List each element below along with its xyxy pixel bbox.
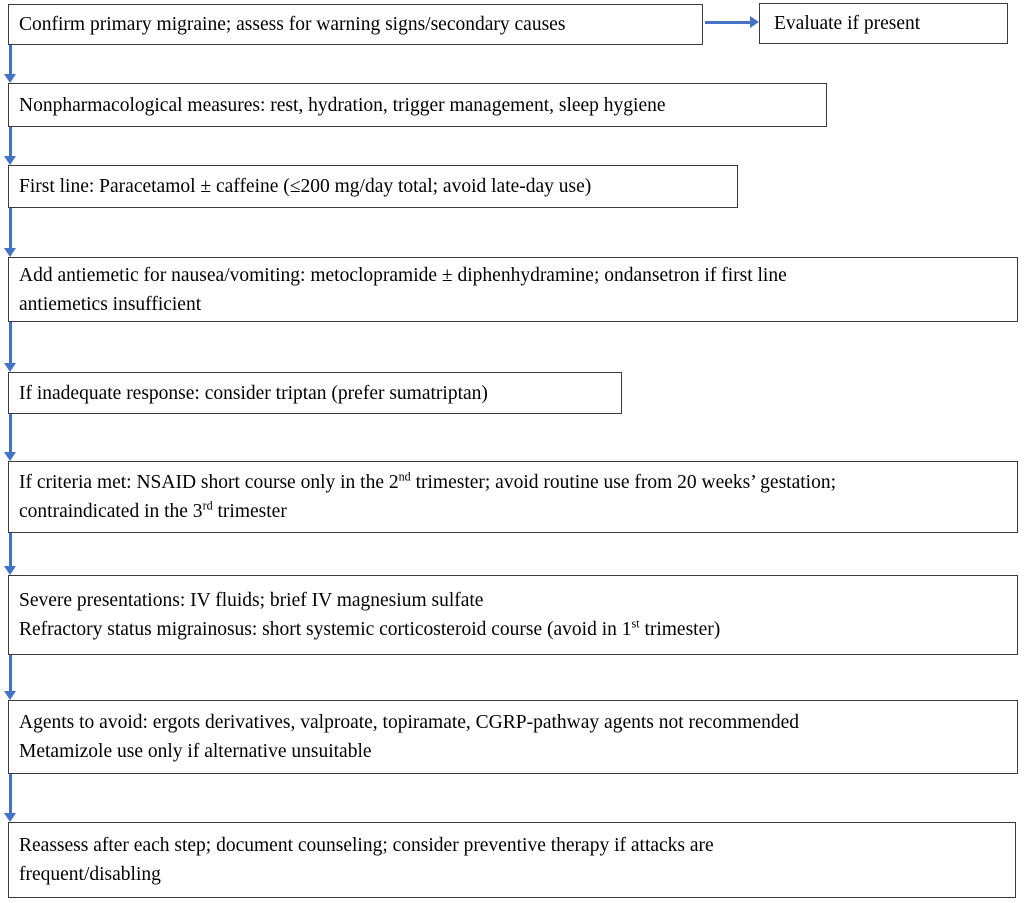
flow-step-text [19,708,799,766]
arrow-stem [9,208,12,249]
arrow-head [4,452,16,461]
arrow-stem [9,45,12,75]
arrow-down-icon [4,414,17,461]
ordinal-superscript: st [631,616,640,631]
flow-step-text: Nonpharmacological measures: rest, hydration, trigger management, sleep hygiene [19,94,666,116]
arrow-stem [705,21,751,24]
arrow-down-icon [4,45,17,83]
flow-step-text: If inadequate response: consider triptan (prefer sumatriptan) [19,382,488,404]
line-1: Agents to avoid: ergots derivatives, valproate, topiramate, CGRP-pathway agents not recommended [19,712,799,733]
flow-step-text: First line: Paracetamol ± caffeine (≤200 mg/day total; avoid late-day use) [19,176,592,197]
arrow-head [4,156,16,165]
text-segment: trimester; avoid routine use from 20 weeks’ gestation; [410,472,836,493]
flow-step-text [19,261,787,319]
flow-step-first-line-paracetamol [8,165,738,208]
arrow-down-icon [4,533,17,575]
flow-step-text: Evaluate if present [774,13,921,34]
text-segment: contraindicated in the 3 [19,501,203,522]
text-segment: trimester [212,501,287,522]
arrow-head [4,566,16,575]
line-1: Add antiemetic for nausea/vomiting: metoclopramide ± diphenhydramine; ondansetron if first line [19,264,787,286]
arrow-stem [9,322,12,364]
text-segment: Refractory status migrainosus: short systemic corticosteroid course (avoid in 1 [19,619,632,640]
text-segment: trimester) [639,619,721,640]
arrow-stem [9,414,12,453]
line-2 [19,498,287,522]
arrow-stem [9,655,12,692]
flow-step-text [19,586,720,644]
arrow-stem [9,533,12,567]
arrow-down-icon [4,322,17,372]
flow-step-text: Confirm primary migraine; assess for warning signs/secondary causes [19,14,566,35]
ordinal-superscript: rd [202,498,213,513]
arrow-stem [9,774,12,814]
line-1 [19,469,836,493]
flow-step-nonpharmacological [8,83,827,127]
line-2: antiemetics insufficient [19,293,202,315]
arrow-head [4,363,16,372]
arrow-head [4,74,16,83]
line-1: Severe presentations: IV fluids; brief IV magnesium sulfate [19,590,484,611]
flow-step-antiemetic [8,257,1018,322]
flow-step-severe-refractory [8,575,1018,655]
arrow-head [750,16,759,28]
flow-step-triptan [8,372,622,414]
ordinal-superscript: nd [398,469,411,484]
arrow-right-icon [705,16,759,29]
flow-step-text [19,831,714,889]
flow-step-nsaid-criteria [8,461,1018,533]
arrow-down-icon [4,655,17,700]
flow-step-evaluate-if-present [759,3,1008,44]
line-2: Metamizole use only if alternative unsuitable [19,741,372,762]
flow-step-agents-to-avoid [8,700,1018,774]
flow-step-text [19,468,836,526]
arrow-head [4,691,16,700]
text-segment: If criteria met: NSAID short course only in the 2 [19,472,399,493]
arrow-head [4,813,16,822]
arrow-down-icon [4,127,17,165]
line-2: frequent/disabling [19,864,161,885]
arrow-stem [9,127,12,157]
arrow-down-icon [4,208,17,257]
arrow-down-icon [4,774,17,822]
flow-step-reassess [8,822,1016,898]
line-1: Reassess after each step; document counseling; consider preventive therapy if attacks are [19,835,714,856]
arrow-head [4,248,16,257]
flow-step-confirm-diagnosis [8,4,703,45]
line-2 [19,616,721,640]
